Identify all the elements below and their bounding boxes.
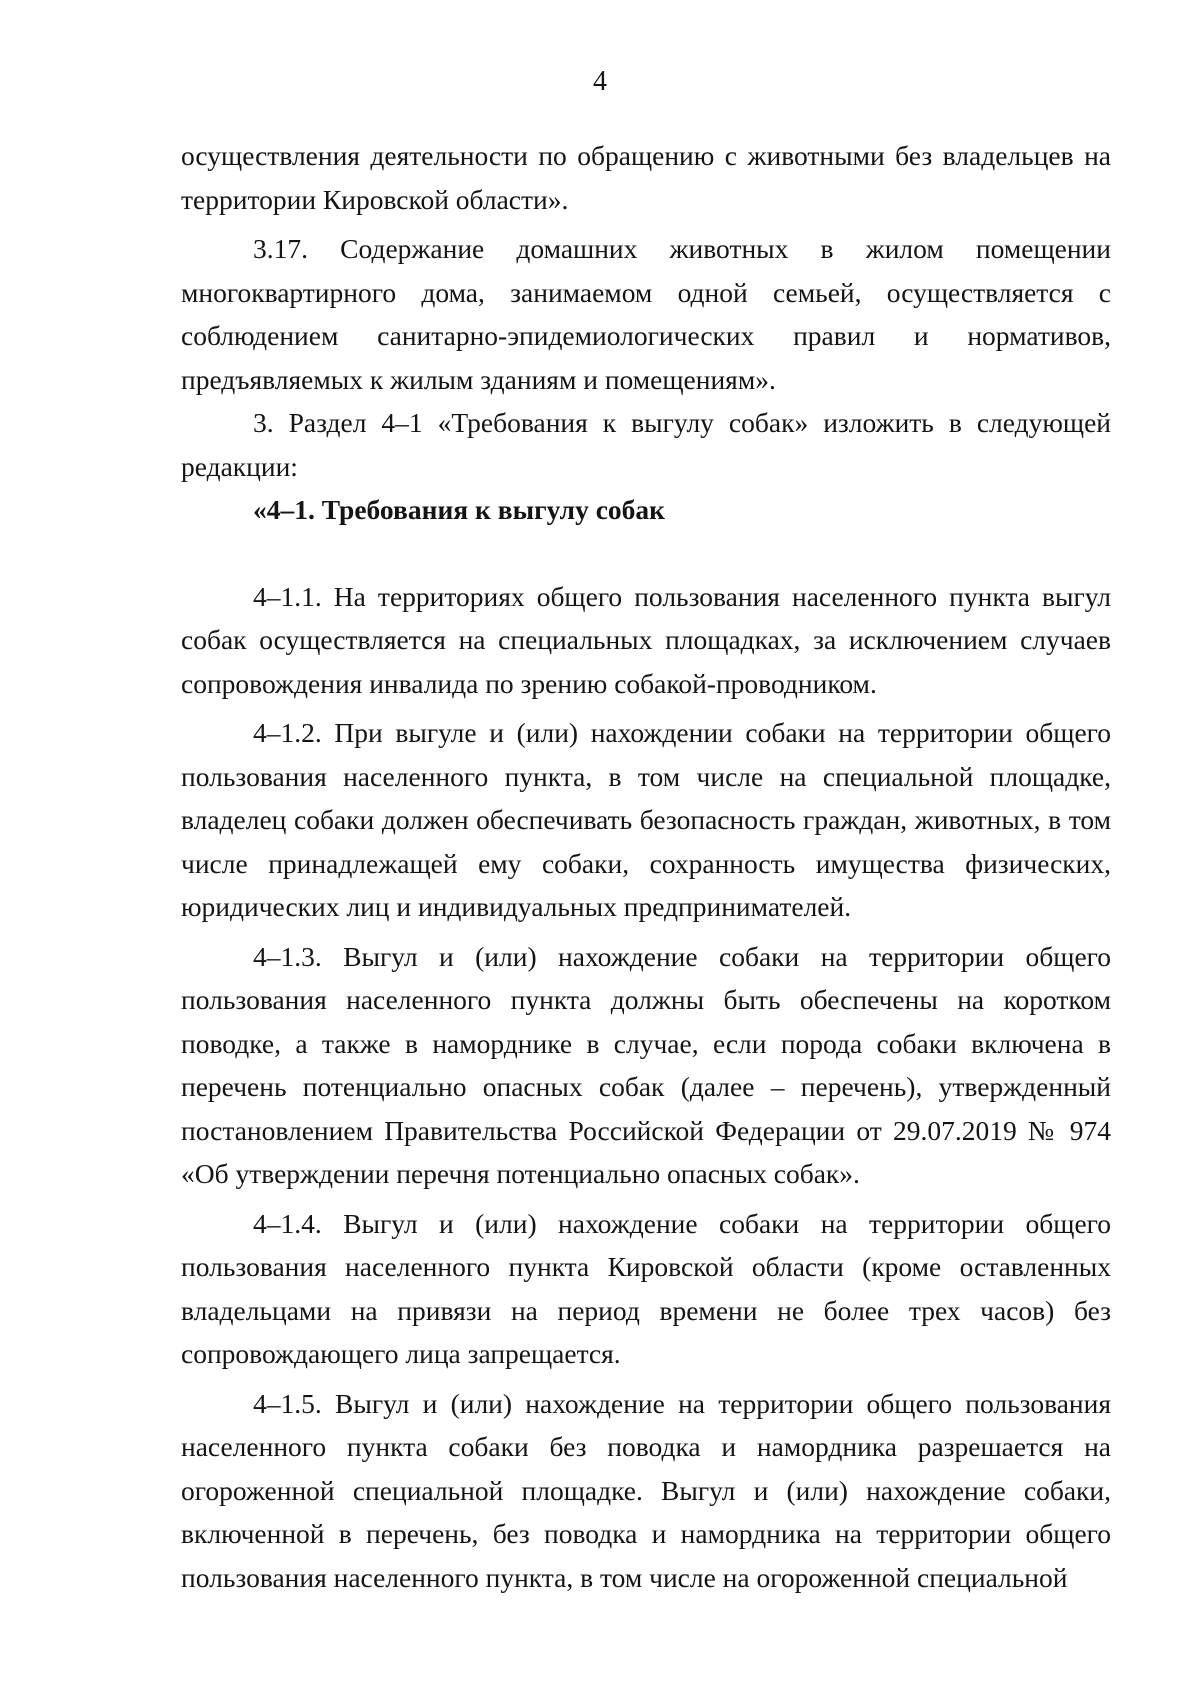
paragraph-3-17: 3.17. Содержание домашних животных в жилом помещении многоквартирного дома, занимаемом одной семьей, осуществляется с соблюдением санитарно-эпидемиологических правил и нормативов, предъявляемых к жилым зданиям и помещениям». — [181, 233, 1111, 395]
paragraph-4-1-1: 4–1.1. На территориях общего пользования населенного пункта выгул собак осуществляется на специальных площадках, за исключением случаев сопровождения инвалида по зрению собакой-проводником. — [181, 580, 1111, 699]
paragraph-continuation: осуществления деятельности по обращению с животными без владельцев на территории Кировской области». — [181, 140, 1111, 215]
paragraph-4-1-4: 4–1.4. Выгул и (или) нахождение собаки на территории общего пользования населенного пункта Кировской области (кроме оставленных владельцами на привязи на период времени не более трех часов) без сопровождающего лица запрещается. — [181, 1207, 1111, 1369]
paragraph-section-3: 3. Раздел 4–1 «Требования к выгулу собак» изложить в следующей редакции: — [181, 407, 1111, 482]
page-number: 4 — [593, 66, 607, 97]
paragraph-4-1-5: 4–1.5. Выгул и (или) нахождение на территории общего пользования населенного пункта собаки без поводка и намордника разрешается на огороженной специальной площадке. Выгул и (или) нахождение собаки, включенной в перечень, без поводка и намордника на территории общего пользования населенного пункта, в том числе на огороженной специальной — [181, 1387, 1111, 1593]
heading-spacer — [181, 532, 1111, 575]
paragraph-4-1-2: 4–1.2. При выгуле и (или) нахождении собаки на территории общего пользования населенного пункта, в том числе на специальной площадке, владелец собаки должен обеспечивать безопасность граждан, животных, в том числе принадлежащей ему собаки, сохранность имущества физических, юридических лиц и индивидуальных предпринимателей. — [181, 717, 1111, 922]
section-heading: «4–1. Требования к выгулу собак — [253, 494, 665, 525]
document-body — [181, 134, 1111, 1599]
paragraph-4-1-3: 4–1.3. Выгул и (или) нахождение собаки на территории общего пользования населенного пункта должны быть обеспечены на коротком поводке, а также в наморднике в случае, если порода собаки включена в перечень потенциально опасных собак (далее – перечень), утвержденный постановлением Правительства Российской Федерации от 29.07.2019 № 974 «Об утверждении перечня потенциально опасных собак». — [181, 940, 1111, 1189]
